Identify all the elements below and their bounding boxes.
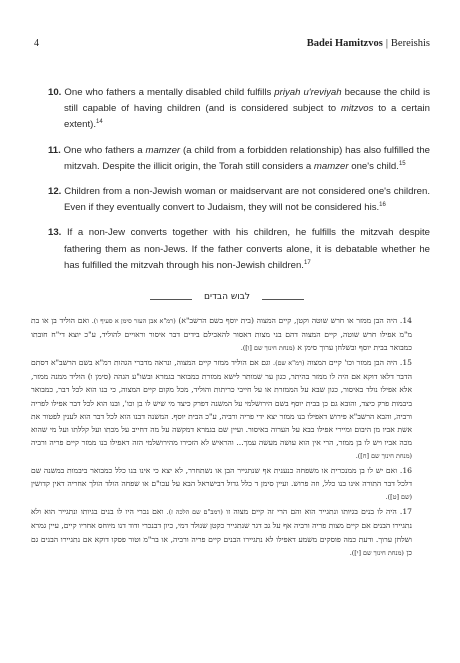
footnotes-title: לבוש הבדים [204, 292, 250, 302]
item-term: mitzvos [340, 103, 374, 115]
item-text: to a certain extent). [64, 103, 430, 131]
footnote-16: 16. ואם יש לו בן ממנכרית או משפחה כנענית אף שנתגייר הבן או נשתחרר, לא יצא כי אינו בנו כלל כמבואר ביבמות במשנה שם דלכל דבר התורה אינו בנו כלל, וזה פרוש. ועיין סימן ד כלל גדול דבישראל הבא על עכו"ם או שפחה הולד הולך אחריה דאין קדושין (שם [ט]). [31, 466, 412, 502]
halacha-item-10 [48, 85, 430, 134]
item-text: If a non-Jew converts together with his children, he fulfills the mitzvah despite fathering them as non-Jews. If the father converts alone, it is debatable whether he has fulfilled the mitzvah through his non-Jewish children. [64, 227, 430, 271]
item-number: 12. [48, 186, 62, 198]
footnote-ref[interactable]: 14 [96, 119, 103, 126]
divider [262, 299, 304, 300]
item-term: mamzer [313, 160, 349, 172]
halacha-item-12 [48, 184, 430, 216]
item-text: one's child. [348, 160, 399, 172]
section-name: Bereishis [390, 38, 430, 49]
item-text: One who fathers a mentally disabled child fulfills [64, 87, 275, 98]
item-number: 13. [48, 227, 62, 239]
item-text: Children from a non-Jewish woman or maidservant are not considered one's children. Even if they eventually convert to Judaism, they will not be considered his. [64, 186, 431, 214]
footnote-ref[interactable]: 17 [303, 259, 311, 266]
halacha-list [48, 85, 430, 283]
halacha-item-11 [48, 143, 430, 175]
item-number: 10. [48, 87, 62, 98]
running-head [307, 38, 430, 49]
divider [150, 299, 192, 300]
item-term: mamzer [145, 144, 181, 156]
running-head-separator: | [385, 38, 388, 49]
halacha-item-13 [48, 225, 430, 274]
footnote-ref[interactable]: 16 [379, 202, 386, 209]
item-number: 11. [48, 144, 61, 156]
footnote-17: 17. היה לו בנים בגיותו ונתגייר הוא והם הרי זה קיים מצוה זו (רמב"ם שם הלכה ז). ואם נכרי היו לו בנים בגיותו ונתגייר הוא ולא נתגיירו הבנים אם קיים מצות פריה ורביה אף על גב דגר שנתגייר כקטן שנולד דמי, כיון דבנכרי ודוד דנו מיוחס אחריו קיים, עיין גמרא ושלחן ערוך. ודעת כמה פוסקים משמע דאפילו לא נתגיירו הבנים קיים פריה ורביה, או בר"מ וטור פסקו דוקא אם נתגיירו הבנים גם כן (מנחת חינוך שם [י]). [31, 507, 413, 557]
page-number: 4 [34, 38, 39, 49]
item-term: priyah u'reviyah [274, 87, 342, 98]
item-text: because the child is still capable of having children (and is considered subject to [64, 87, 430, 115]
item-text: (a child from a forbidden relationship) has also fulfilled the mitzvah. Despite the illicit origin, the Torah still considers a [64, 144, 430, 172]
footnote-14: 14. היה הבן ממזר או חרש שוטה וקטן, קיים המצוה (בית יוסף בשם הרשב"א) (רמ"א אבן העזר סימן א סעיף ו). ואם הוליד בן או בת מ"מ אפילו חרש שוטה, קיים המצוה דהם בני מצות דאסור להאכילם בידים דבר איסור וראויים להוליד, ע"כ יוצא די"ח חובתו כמבואר בבית יוסף ובשלחן ערוך סימן א (מנחת חינוך שם [ו]). [31, 316, 413, 353]
page-header [34, 38, 430, 54]
footnotes-block [31, 314, 412, 561]
footnote-ref[interactable]: 15 [398, 160, 406, 167]
book-title: Badei Hamitzvos [306, 38, 383, 49]
item-text: One who fathers a [63, 144, 146, 156]
footnotes-header [0, 292, 460, 306]
footnote-15: 15. היה הבן ממזר וכו' קיים המצוה (רמ"א שם). וגם אם הוליד ממזר קיים המצוה, ונראה מדברי הגהות רמ"א בשם הרשב"א דסתם הדבר דלאו דוקא אם היה לו ממזר בהיתר, כגון ער שמותר לישא ממזרת כמבואר בגמרא ובשו"ע הגהה (סימן ו) הוליד ממנה ממזר, אלא אפילו נולד באיסור, כגון שבא על הממזרת או על חייבי כריתות והוליד, מכל מקום קיים המצוה, כי בנו הוא לכל דבר, כמבואר ביבמות פרק כיצד, והובא גם כן בבית יוסף בשם הירושלמי על המשנה דפרק כיצד מי שיש לו בן וכו', ובנו הוא לכל דבר אפילו לפריה ורביה, והבא הרשב"א פירוש דאפילו בנו ממזר יצא ידי פריה ורביה, ע"כ הבית יוסף. המשנה דבנו הוא לכל דבר הוא לענין לפטור את אשת אביו מן היבום ומיירי אפילו בבא על הערוה באיסור. ועיין שם בגמרא דמקשה על מה דחייב על מכתו ועל קללתו ועל מי שהוא מכה אביו ויש לו בן ממזר, הרי אין הוא עושה מעשה עמך... והראיש לא הזכירו מהירושלמי הזה דאפילו בנו ממזר קיים פריה ורביה (מנחת חינוך שם [ח]). [31, 358, 413, 460]
